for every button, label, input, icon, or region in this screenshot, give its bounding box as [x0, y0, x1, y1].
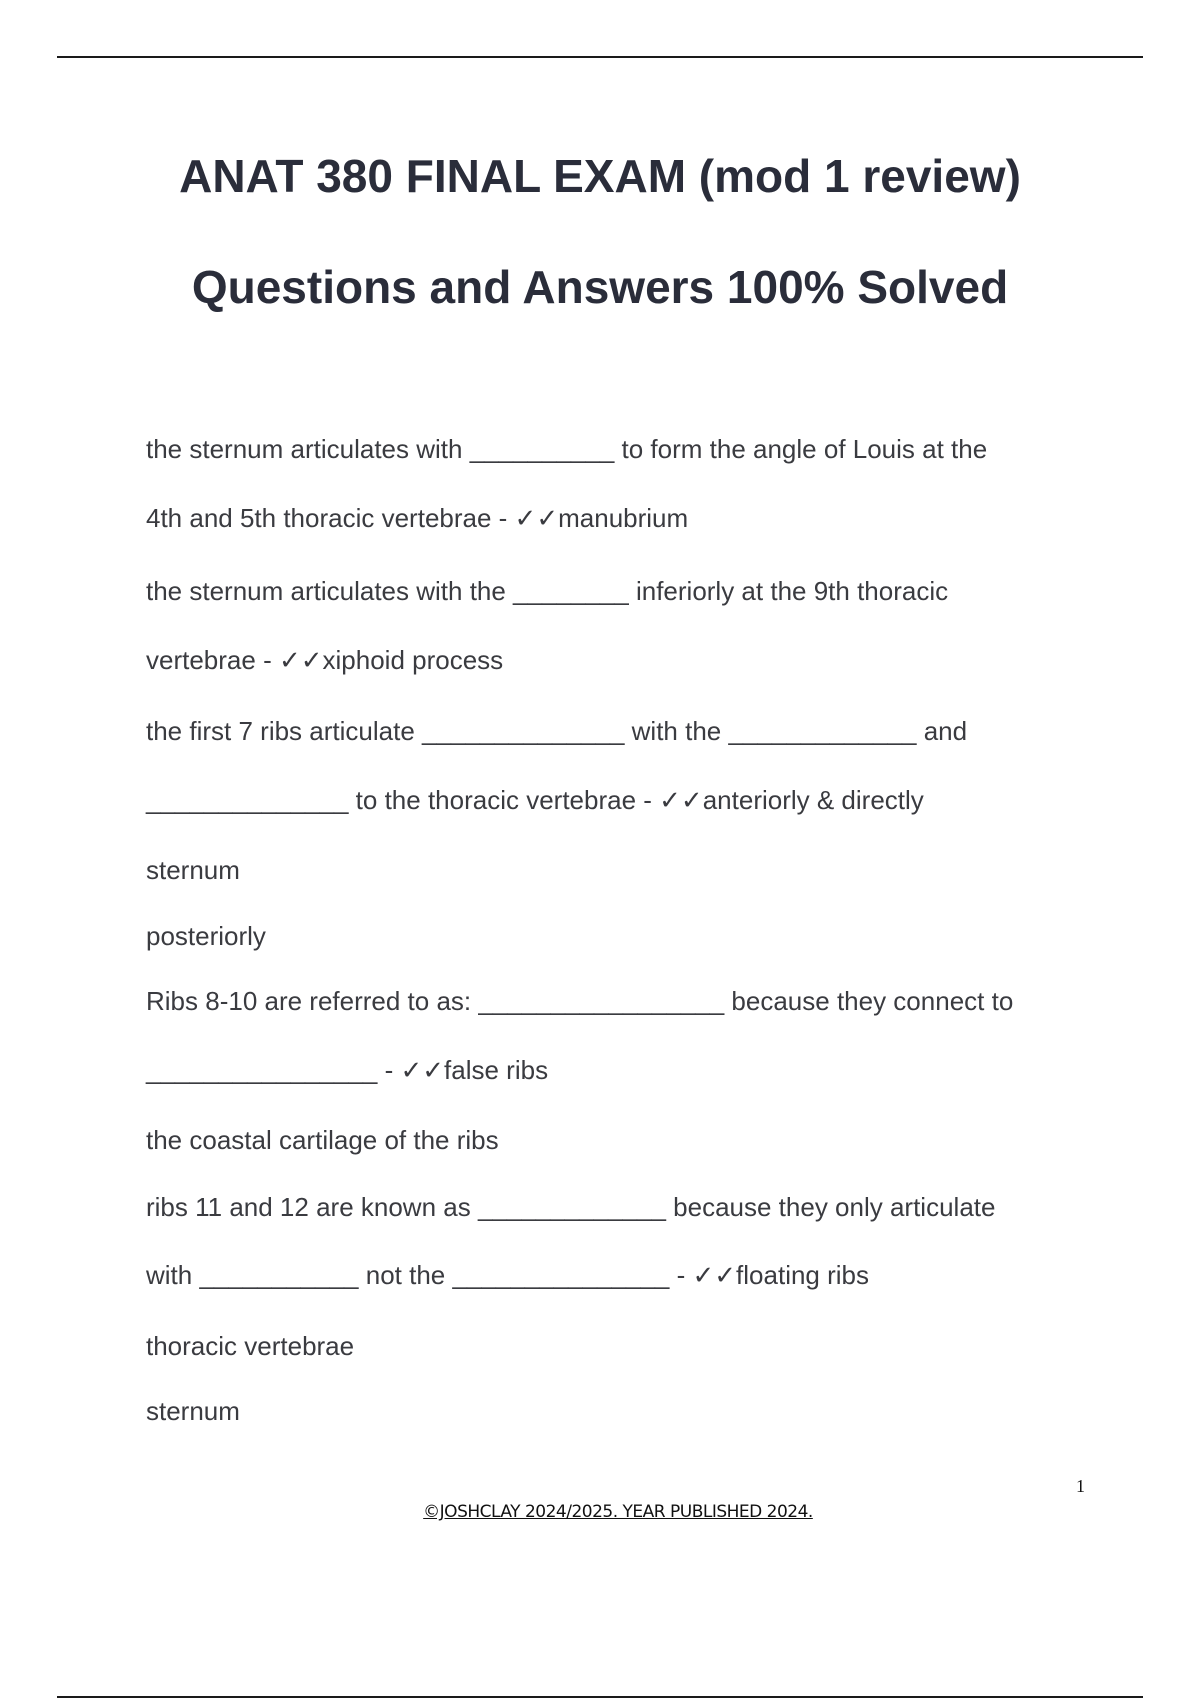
top-rule — [57, 56, 1143, 58]
bottom-rule — [57, 1696, 1143, 1698]
page-number: 1 — [1076, 1476, 1085, 1496]
answer-line: vertebrae - ✓✓xiphoid process — [146, 645, 504, 675]
document-subtitle: Questions and Answers 100% Solved — [191, 261, 1009, 313]
question-line: Ribs 8-10 are referred to as: _________________ because they connect to — [146, 986, 1014, 1016]
answer-line: with ___________ not the _______________ - ✓✓floating ribs — [146, 1260, 870, 1290]
answer-line: thoracic vertebrae — [146, 1331, 355, 1361]
question-line: ribs 11 and 12 are known as _____________ because they only articulate — [146, 1192, 996, 1222]
question-line: the first 7 ribs articulate ______________ with the _____________ and — [146, 716, 968, 746]
document-title: ANAT 380 FINAL EXAM (mod 1 review) — [179, 150, 1021, 202]
question-line: the sternum articulates with the ________ inferiorly at the 9th thoracic — [146, 576, 949, 606]
answer-line: ______________ to the thoracic vertebrae - ✓✓anteriorly & directly — [146, 785, 924, 815]
question-line: the sternum articulates with __________ to form the angle of Louis at the — [146, 434, 988, 464]
answer-line: the coastal cartilage of the ribs — [146, 1125, 499, 1155]
answer-line: sternum — [146, 1396, 240, 1426]
answer-line: sternum — [146, 855, 240, 885]
answer-line: 4th and 5th thoracic vertebrae - ✓✓manubrium — [146, 503, 689, 533]
answer-line: ________________ - ✓✓false ribs — [146, 1055, 549, 1085]
copyright-footer: ©JOSHCLAY 2024/2025. YEAR PUBLISHED 2024. — [423, 1502, 813, 1522]
answer-line: posteriorly — [146, 921, 266, 951]
